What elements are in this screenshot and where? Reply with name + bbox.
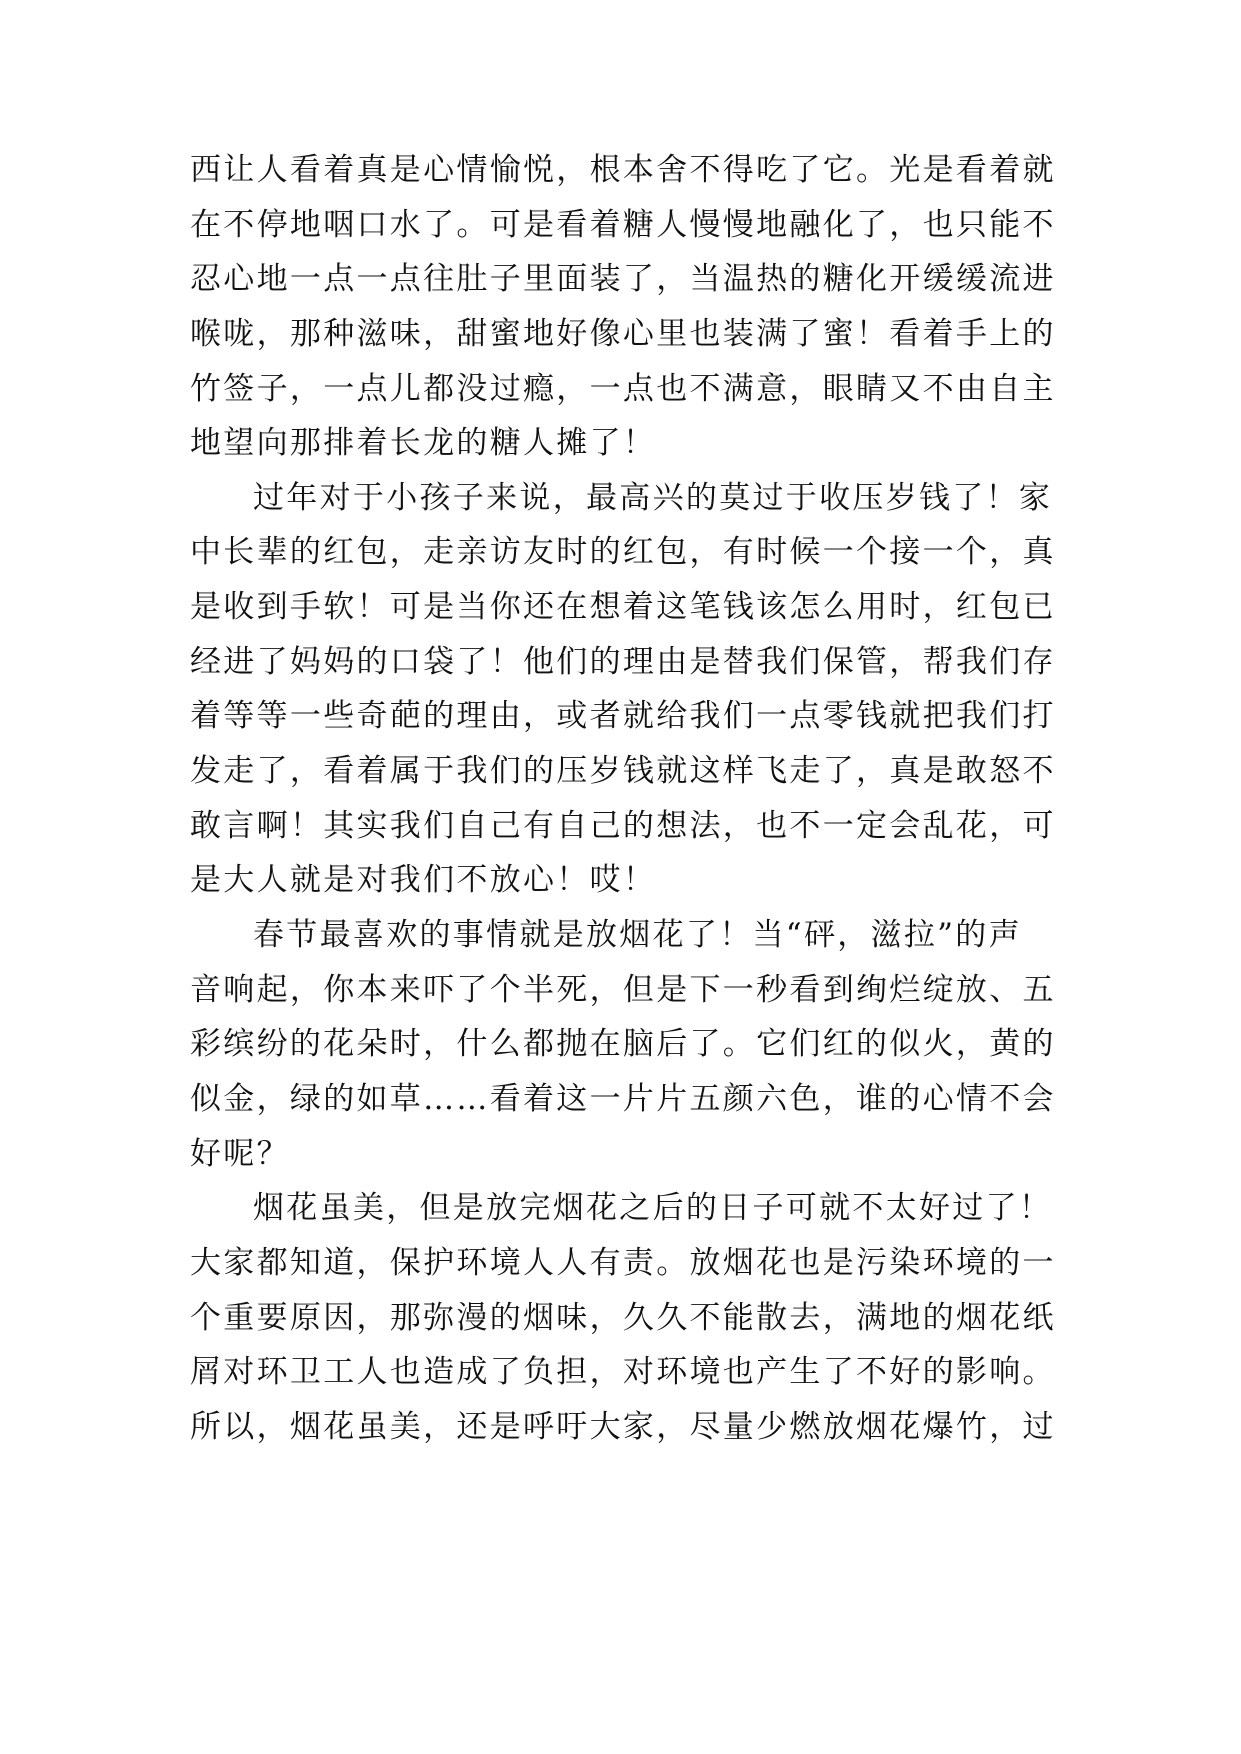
text-line: 敢言啊！其实我们自己有自己的想法，也不一定会乱花，可 — [190, 808, 1056, 844]
text-line: 地望向那排着长龙的糖人摊了！ — [190, 425, 657, 461]
text-line: 是收到手软！可是当你还在想着这笔钱该怎么用时，红包已 — [190, 589, 1056, 625]
text-line: 彩缤纷的花朵时，什么都抛在脑后了。它们红的似火，黄的 — [190, 1026, 1056, 1062]
text-line: 所以，烟花虽美，还是呼吁大家，尽量少燃放烟花爆竹，过 — [190, 1409, 1056, 1445]
text-line: 发走了，看着属于我们的压岁钱就这样飞走了，真是敢怒不 — [190, 753, 1056, 789]
text-line: 似金，绿的如草……看着这一片片五颜六色，谁的心情不会 — [190, 1081, 1056, 1117]
text-line: 忍心地一点一点往肚子里面装了，当温热的糖化开缓缓流进 — [190, 261, 1056, 297]
text-line: 中长辈的红包，走亲访友时的红包，有时候一个接一个，真 — [190, 534, 1056, 570]
paragraph-first-line: 过年对于小孩子来说，最高兴的莫过于收压岁钱了！家 — [253, 480, 1053, 516]
text-line: 喉咙，那种滋味，甜蜜地好像心里也装满了蜜！看着手上的 — [190, 316, 1056, 352]
text-line: 大家都知道，保护环境人人有责。放烟花也是污染环境的一 — [190, 1245, 1056, 1281]
text-line: 好呢？ — [190, 1136, 290, 1172]
text-line: 音响起，你本来吓了个半死，但是下一秒看到绚烂绽放、五 — [190, 972, 1056, 1008]
text-line: 竹签子，一点儿都没过瘾，一点也不满意，眼睛又不由自主 — [190, 371, 1056, 407]
paragraph-first-line: 烟花虽美，但是放完烟花之后的日子可就不太好过了！ — [253, 1190, 1053, 1226]
text-line: 个重要原因，那弥漫的烟味，久久不能散去，满地的烟花纸 — [190, 1300, 1056, 1336]
text-line: 西让人看着真是心情愉悦，根本舍不得吃了它。光是看着就 — [190, 152, 1056, 188]
text-line: 屑对环卫工人也造成了负担，对环境也产生了不好的影响。 — [190, 1354, 1056, 1390]
paragraph-first-line: 春节最喜欢的事情就是放烟花了！当“砰，滋拉”的声 — [253, 917, 1022, 953]
text-line: 是大人就是对我们不放心！哎！ — [190, 862, 657, 898]
text-line: 经进了妈妈的口袋了！他们的理由是替我们保管，帮我们存 — [190, 644, 1056, 680]
text-line: 着等等一些奇葩的理由，或者就给我们一点零钱就把我们打 — [190, 698, 1056, 734]
text-line: 在不停地咽口水了。可是看着糖人慢慢地融化了，也只能不 — [190, 207, 1056, 243]
